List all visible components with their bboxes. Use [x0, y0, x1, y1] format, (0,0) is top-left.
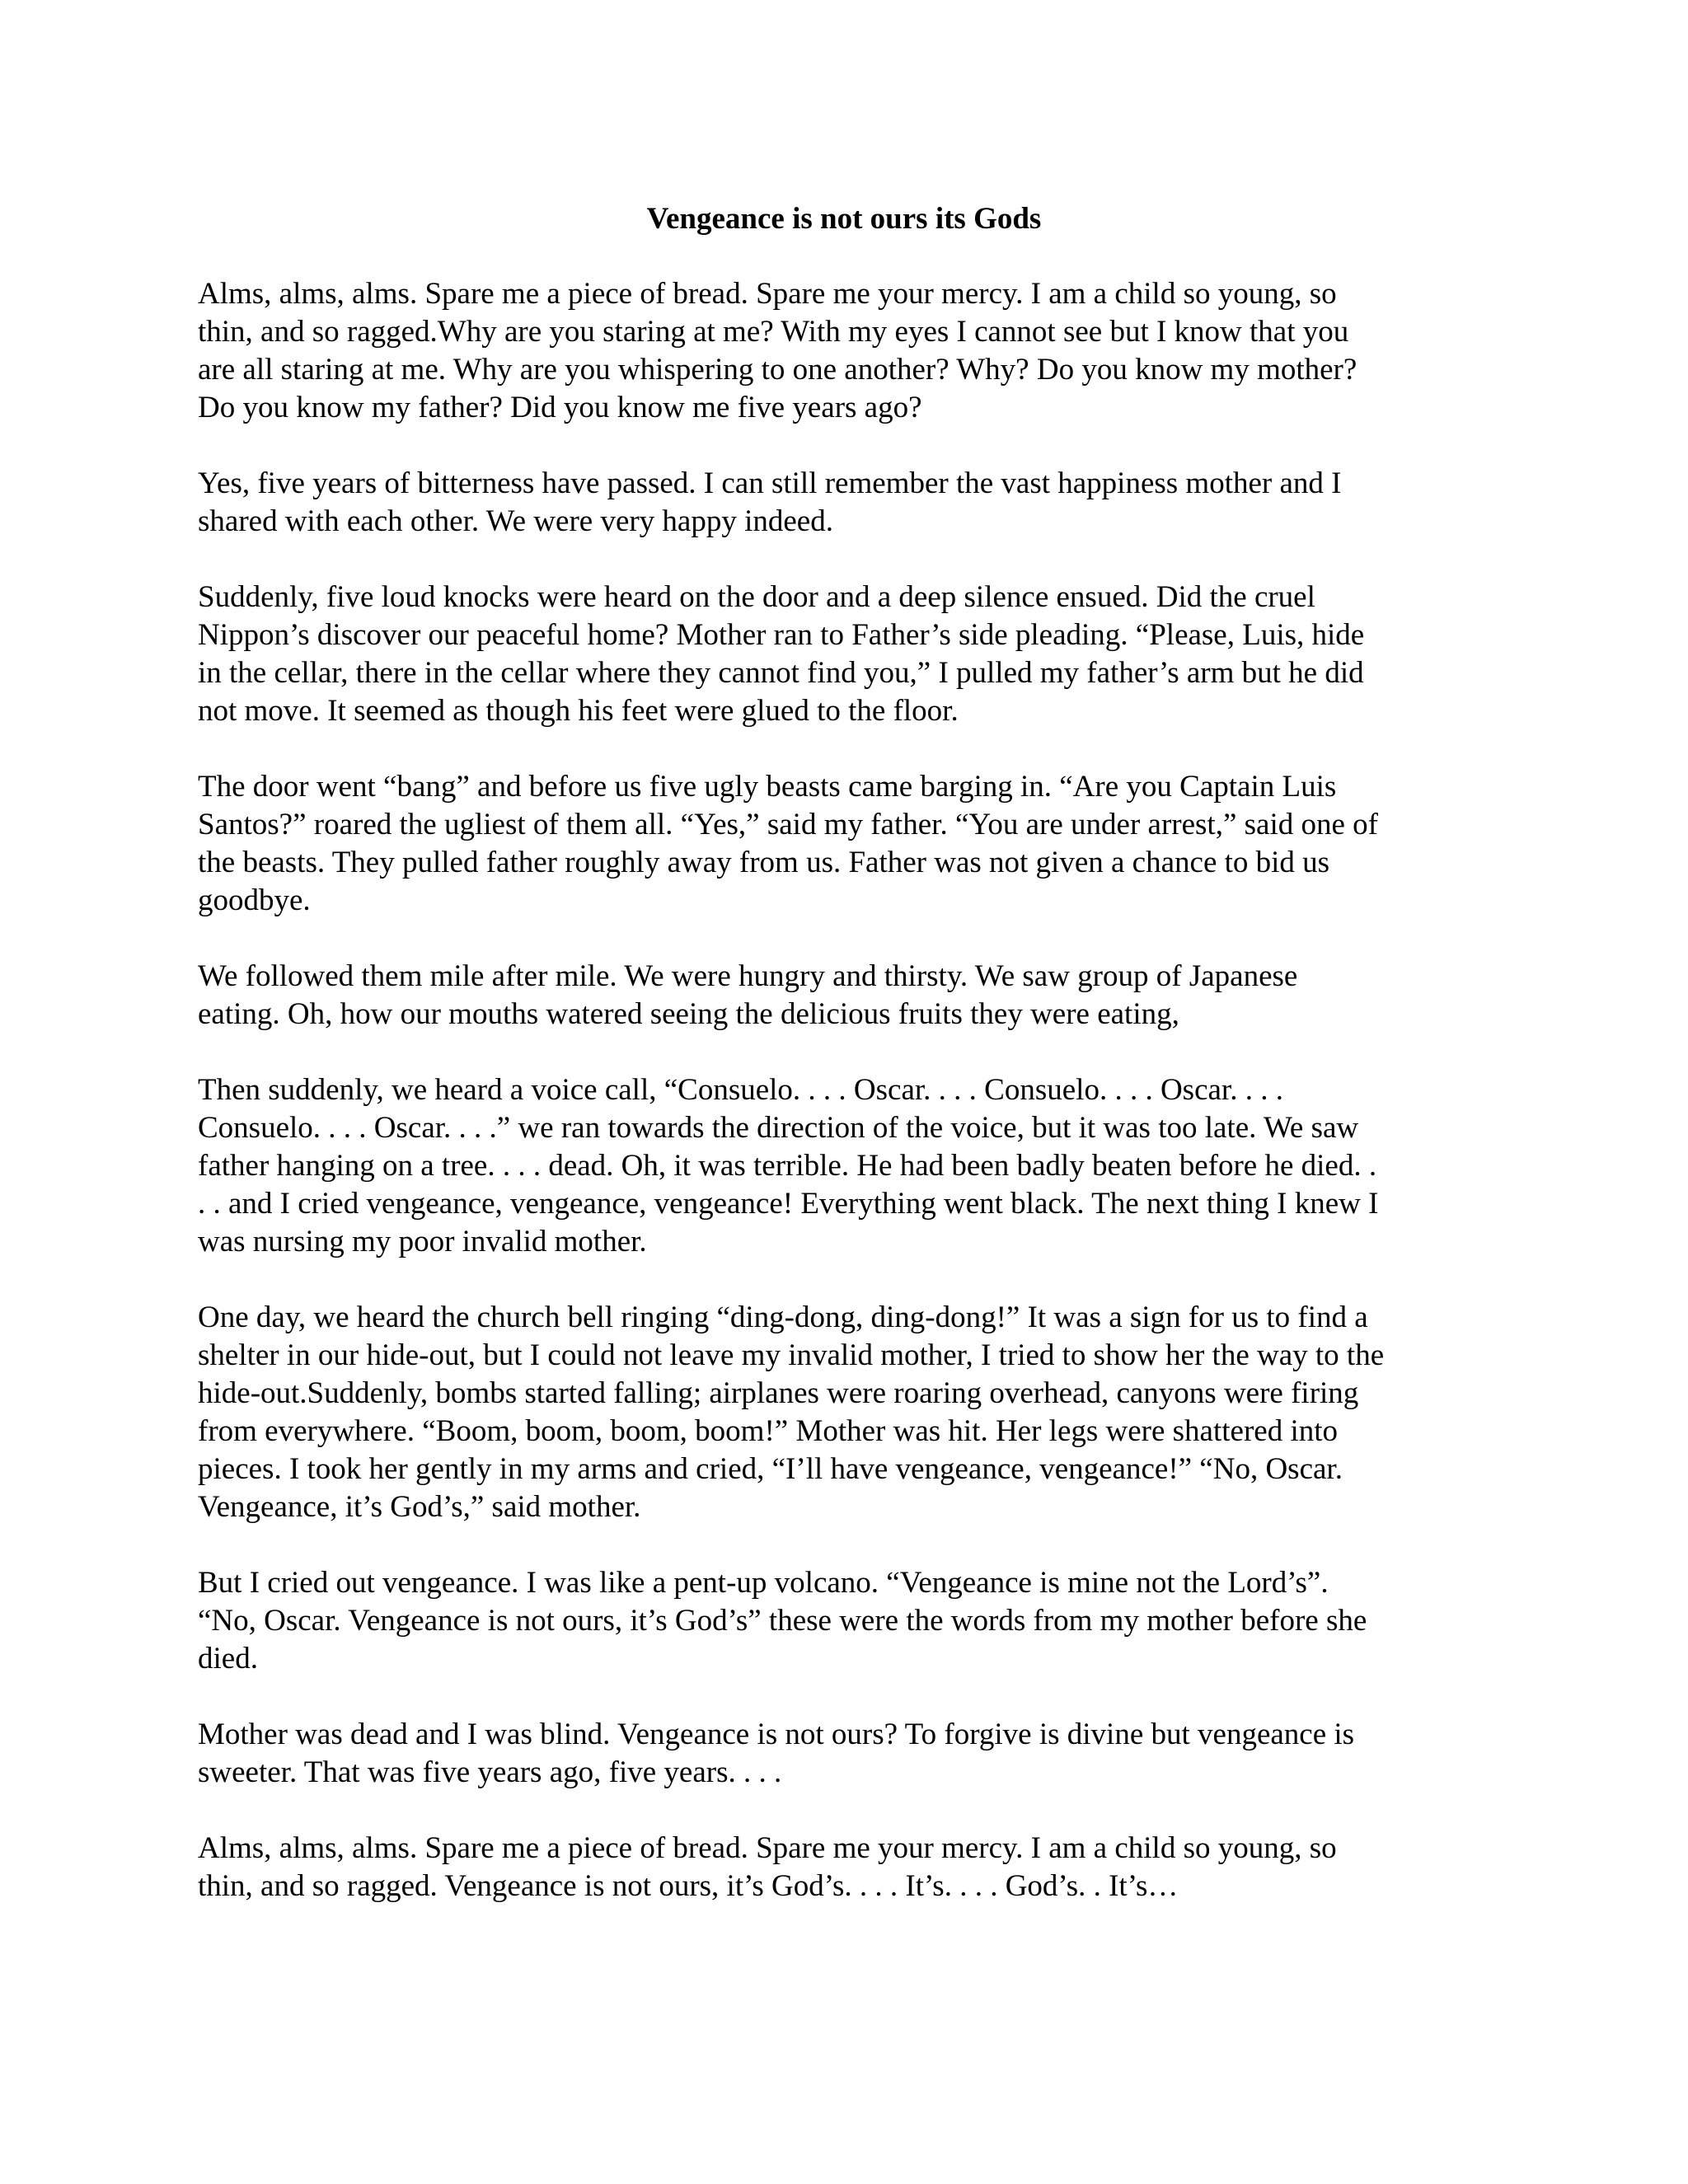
document-title: Vengeance is not ours its Gods — [646, 202, 1042, 236]
text-line: sweeter. That was five years ago, five years. . . . — [198, 1755, 782, 1789]
text-line: Mother was dead and I was blind. Vengeance is not ours? To forgive is divine but vengeance is — [198, 1718, 1355, 1751]
paragraph — [198, 579, 1490, 730]
text-line: pieces. I took her gently in my arms and cried, “I’ll have vengeance, vengeance!” “No, Oscar. — [198, 1452, 1343, 1486]
paragraph — [198, 1564, 1490, 1678]
text-line: Alms, alms, alms. Spare me a piece of bread. Spare me your mercy. I am a child so young, so — [198, 1831, 1337, 1865]
text-line: Suddenly, five loud knocks were heard on the door and a deep silence ensued. Did the cruel — [198, 580, 1315, 614]
text-line: Yes, five years of bitterness have passed. I can still remember the vast happiness mother and I — [198, 466, 1342, 500]
text-line: father hanging on a tree. . . . dead. Oh, it was terrible. He had been badly beaten before he died. . — [198, 1149, 1377, 1183]
text-line: Santos?” roared the ugliest of them all. “Yes,” said my father. “You are under arrest,” said one of — [198, 808, 1378, 841]
paragraph — [198, 1071, 1490, 1261]
text-line: shared with each other. We were very happy indeed. — [198, 504, 833, 538]
paragraph — [198, 768, 1490, 920]
text-line: But I cried out vengeance. I was like a pent-up volcano. “Vengeance is mine not the Lord’s”. — [198, 1566, 1329, 1600]
text-line: Consuelo. . . . Oscar. . . .” we ran towards the direction of the voice, but it was too late. We saw — [198, 1111, 1359, 1145]
text-line: Nippon’s discover our peaceful home? Mother ran to Father’s side pleading. “Please, Luis, hide — [198, 618, 1365, 652]
text-line: are all staring at me. Why are you whispering to one another? Why? Do you know my mother? — [198, 353, 1357, 387]
text-line: thin, and so ragged. Vengeance is not ours, it’s God’s. . . . It’s. . . . God’s. . It’s… — [198, 1869, 1179, 1903]
text-line: eating. Oh, how our mouths watered seeing the delicious fruits they were eating, — [198, 997, 1179, 1031]
text-line: thin, and so ragged.Why are you staring at me? With my eyes I cannot see but I know that you — [198, 315, 1349, 349]
text-line: One day, we heard the church bell ringing “ding-dong, ding-dong!” It was a sign for us to find a — [198, 1301, 1368, 1334]
text-line: goodbye. — [198, 883, 311, 917]
paragraph — [198, 958, 1490, 1033]
text-line: the beasts. They pulled father roughly away from us. Father was not given a chance to bid us — [198, 846, 1330, 879]
paragraph — [198, 275, 1490, 427]
text-line: hide-out.Suddenly, bombs started falling; airplanes were roaring overhead, canyons were firing — [198, 1376, 1359, 1410]
paragraph — [198, 465, 1490, 541]
text-line: The door went “bang” and before us five ugly beasts came barging in. “Are you Captain Luis — [198, 770, 1337, 804]
document-body — [198, 275, 1490, 1943]
text-line: We followed them mile after mile. We were hungry and thirsty. We saw group of Japanese — [198, 959, 1298, 993]
text-line: was nursing my poor invalid mother. — [198, 1225, 647, 1258]
text-line: “No, Oscar. Vengeance is not ours, it’s God’s” these were the words from my mother before she — [198, 1604, 1367, 1638]
text-line: in the cellar, there in the cellar where they cannot find you,” I pulled my father’s arm but he did — [198, 656, 1364, 690]
text-line: Vengeance, it’s God’s,” said mother. — [198, 1490, 641, 1524]
text-line: from everywhere. “Boom, boom, boom, boom!” Mother was hit. Her legs were shattered into — [198, 1414, 1339, 1448]
text-line: shelter in our hide-out, but I could not leave my invalid mother, I tried to show her the way to the — [198, 1338, 1385, 1372]
paragraph — [198, 1716, 1490, 1792]
text-line: . . and I cried vengeance, vengeance, vengeance! Everything went black. The next thing I knew I — [198, 1187, 1379, 1221]
paragraph — [198, 1299, 1490, 1526]
text-line: Alms, alms, alms. Spare me a piece of bread. Spare me your mercy. I am a child so young, so — [198, 277, 1337, 311]
text-line: Do you know my father? Did you know me five years ago? — [198, 391, 922, 424]
paragraph — [198, 1830, 1490, 1905]
text-line: died. — [198, 1642, 258, 1675]
text-line: not move. It seemed as though his feet were glued to the floor. — [198, 694, 959, 728]
text-line: Then suddenly, we heard a voice call, “Consuelo. . . . Oscar. . . . Consuelo. . . . Oscar. . . . — [198, 1073, 1283, 1107]
